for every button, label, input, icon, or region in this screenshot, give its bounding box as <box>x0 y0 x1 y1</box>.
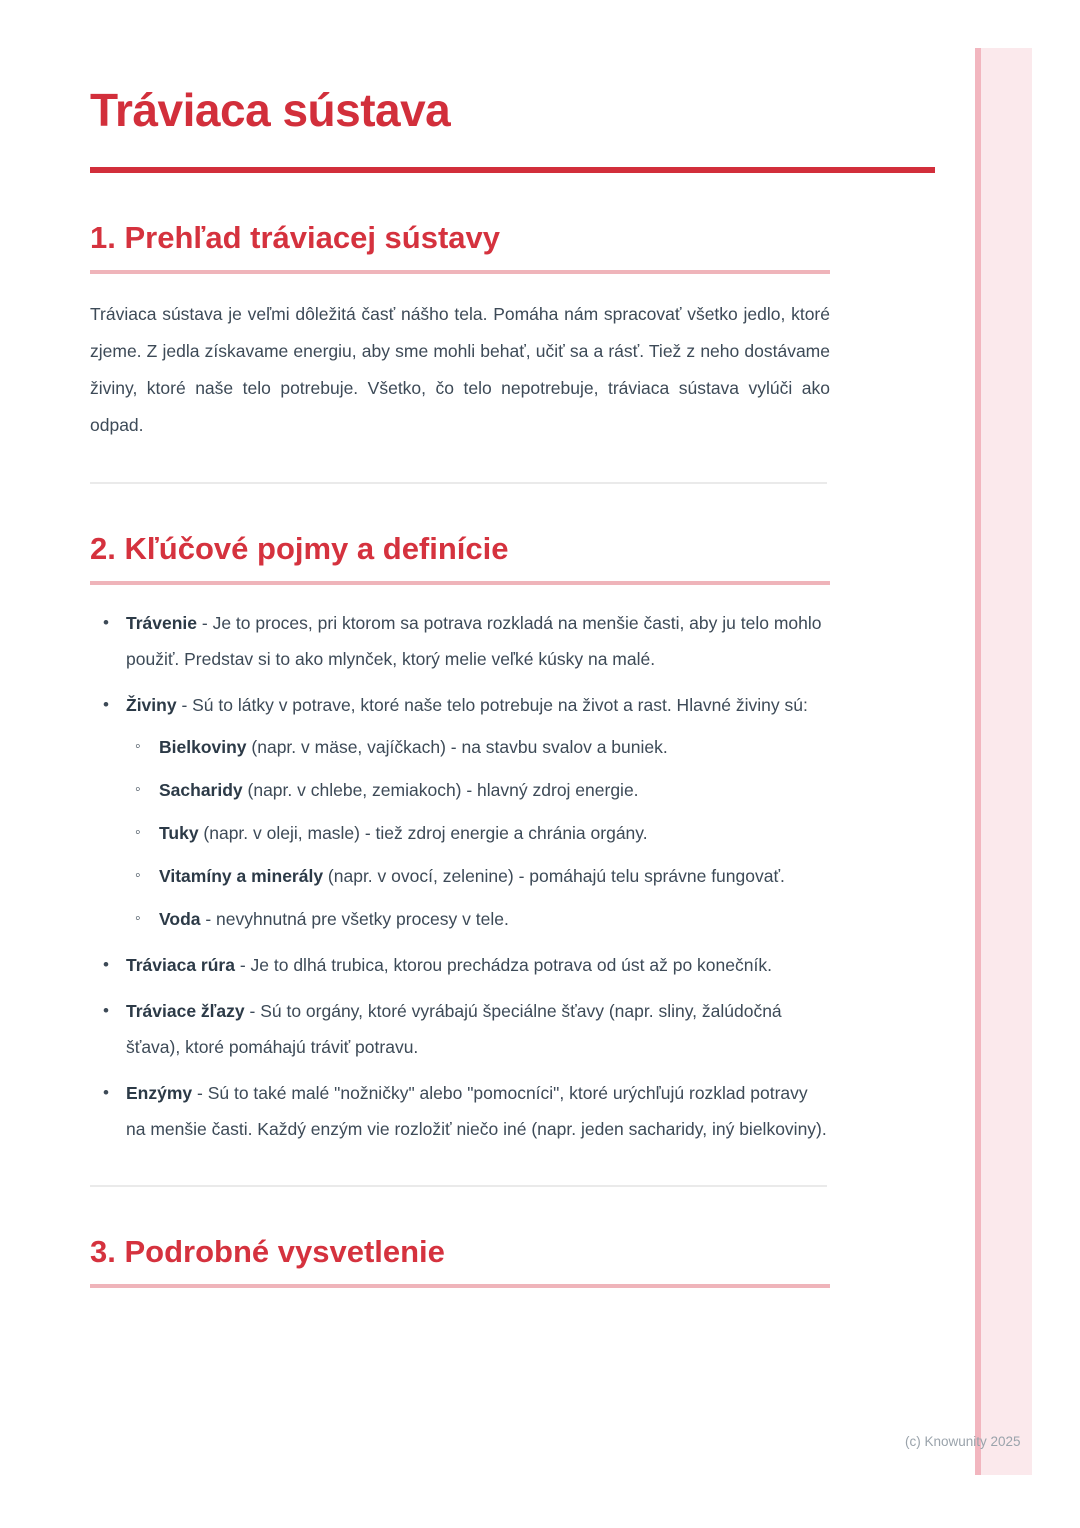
sub-list-item-tuky <box>126 815 830 851</box>
heading-underline-3 <box>90 1284 830 1288</box>
list-item-traviaca-rura <box>90 947 830 983</box>
list-item-enzymy <box>90 1075 830 1147</box>
term-description: - nevyhnutná pre všetky procesy v tele. <box>200 909 509 930</box>
term-description: (napr. v mäse, vajíčkach) - na stavbu svalov a buniek. <box>246 737 668 758</box>
section-heading-2: 2. Kľúčové pojmy a definície <box>90 531 509 567</box>
term-label: Enzýmy <box>126 1083 193 1104</box>
copyright-note: (c) Knowunity 2025 <box>905 1434 1021 1449</box>
sub-list-item-sacharidy <box>126 772 830 808</box>
term-label: Živiny <box>126 695 177 716</box>
term-description: (napr. v ovocí, zelenine) - pomáhajú telu správne fungovať. <box>323 866 785 887</box>
list-item-traviace-zlazy <box>90 993 830 1065</box>
sub-list-item-vitaminy <box>126 858 830 894</box>
sub-list-item-bielkoviny <box>126 729 830 765</box>
sub-list-item-voda <box>126 901 830 937</box>
heading-underline-1 <box>90 270 830 274</box>
term-label: Tráviace žľazy <box>126 1001 245 1022</box>
title-rule <box>90 167 935 173</box>
list-item-ziviny <box>90 687 830 937</box>
term-label: Tuky <box>159 823 199 844</box>
term-label: Sacharidy <box>159 780 243 801</box>
list-item-travenie <box>90 605 830 677</box>
sidebar-accent-bar <box>975 48 1032 1475</box>
page-title: Tráviaca sústava <box>90 84 451 136</box>
section-divider-1 <box>90 482 827 484</box>
section-heading-3: 3. Podrobné vysvetlenie <box>90 1234 445 1270</box>
term-label: Vitamíny a minerály <box>159 866 324 887</box>
section-divider-2 <box>90 1185 827 1187</box>
intro-paragraph: Tráviaca sústava je veľmi dôležitá časť nášho tela. Pomáha nám spracovať všetko jedlo, ktoré zjeme. Z jedla získavame energiu, aby sme mohli behať, učiť sa a rásť. Tiež z neho dostávame živiny, ktoré naše telo potrebuje. Všetko, čo telo nepotrebuje, tráviaca sústava vylúči ako odpad. <box>90 304 830 436</box>
term-label: Trávenie <box>126 613 198 634</box>
nutrients-sub-list <box>126 729 830 937</box>
term-description: - Je to dlhá trubica, ktorou prechádza potrava od úst až po konečník. <box>234 955 772 976</box>
document-content <box>90 0 935 1288</box>
heading-underline-2 <box>90 581 830 585</box>
term-label: Bielkoviny <box>159 737 247 758</box>
term-label: Tráviaca rúra <box>126 955 235 976</box>
term-description: - Sú to orgány, ktoré vyrábajú špeciálne šťavy (napr. sliny, žalúdočná šťava), ktoré pomáhajú tráviť potravu. <box>126 1001 782 1058</box>
section-heading-1: 1. Prehľad tráviacej sústavy <box>90 219 501 255</box>
term-description: (napr. v chlebe, zemiakoch) - hlavný zdroj energie. <box>242 780 639 801</box>
term-label: Voda <box>159 909 201 930</box>
term-description: (napr. v oleji, masle) - tiež zdroj energie a chránia orgány. <box>198 823 648 844</box>
term-description: - Je to proces, pri ktorom sa potrava rozkladá na menšie časti, aby ju telo mohlo použiť. Predstav si to ako mlynček, ktorý melie veľké kúsky na malé. <box>126 613 822 670</box>
term-description: - Sú to také malé "nožničky" alebo "pomocníci", ktoré urýchľujú rozklad potravy na menšie časti. Každý enzým vie rozložiť niečo iné (napr. jeden sacharidy, iný bielkoviny). <box>126 1083 827 1140</box>
key-terms-list <box>90 605 830 1147</box>
term-description: - Sú to látky v potrave, ktoré naše telo potrebuje na život a rast. Hlavné živiny sú: <box>176 695 808 716</box>
